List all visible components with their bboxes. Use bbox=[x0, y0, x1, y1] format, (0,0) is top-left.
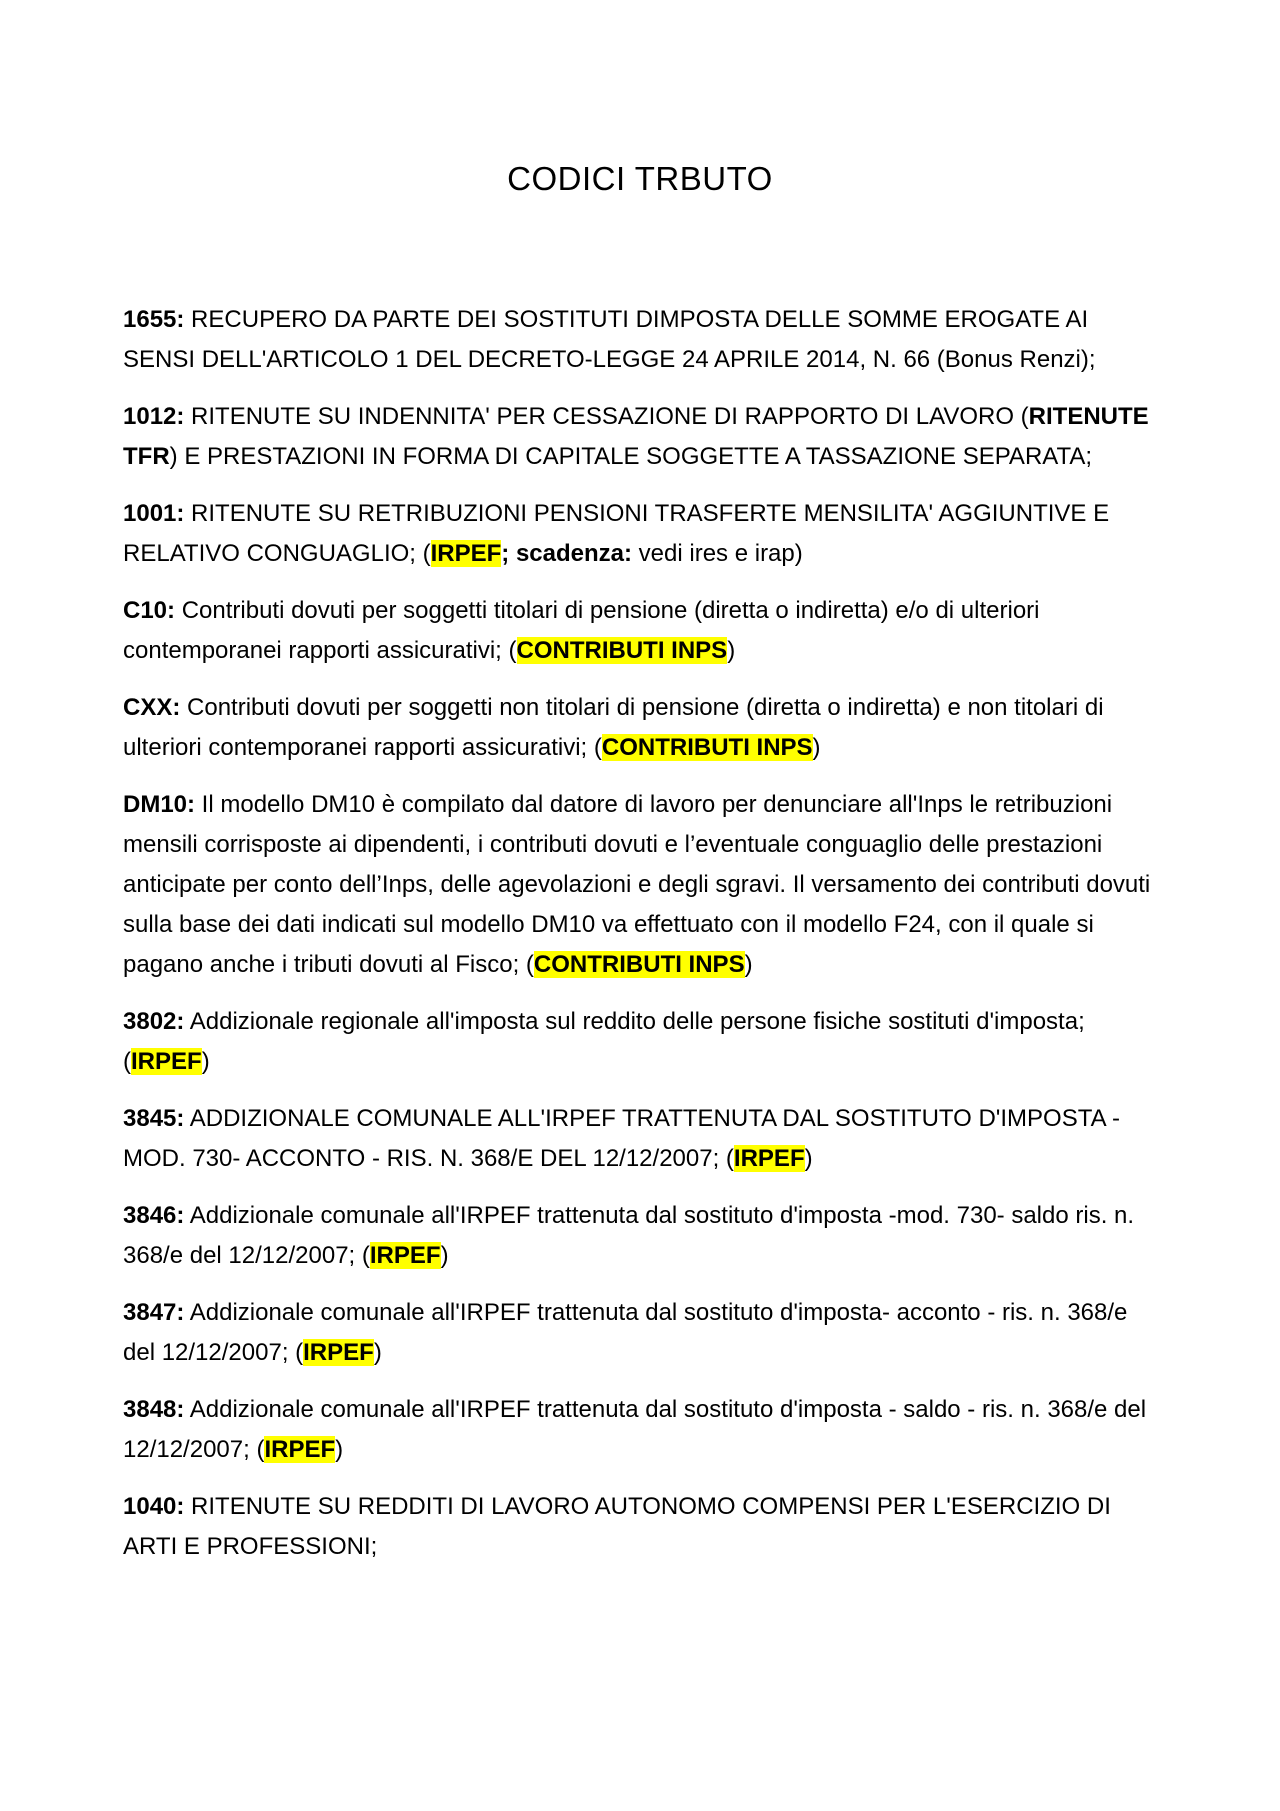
tax-code: 3848: bbox=[123, 1396, 185, 1423]
highlighted-tag: IRPEF bbox=[264, 1436, 336, 1463]
entry-description: Contributi dovuti per soggetti non titolari di pensione (diretta o indiretta) e non titolari di ulteriori contemporanei rapporti assicurativi; ( bbox=[123, 694, 1104, 761]
entry-1001 bbox=[123, 494, 1163, 574]
entry-description-end: ) bbox=[440, 1242, 449, 1269]
entry-description: Addizionale comunale all'IRPEF trattenuta dal sostituto d'imposta - saldo - ris. n. 368/e del 12/12/2007; ( bbox=[123, 1396, 1147, 1463]
tax-code-list bbox=[123, 300, 1163, 1584]
tax-code: 1655: bbox=[123, 306, 185, 333]
highlighted-tag: IRPEF bbox=[131, 1048, 202, 1075]
entry-description-end: vedi ires e irap) bbox=[632, 540, 803, 567]
entry-description: Addizionale regionale all'imposta sul reddito delle persone fisiche sostituti d'imposta; ( bbox=[123, 1008, 1085, 1075]
entry-description-end: ) bbox=[804, 1145, 813, 1172]
entry-description-end: ) E PRESTAZIONI IN FORMA DI CAPITALE SOGGETTE A TASSAZIONE SEPARATA; bbox=[169, 443, 1093, 470]
entry-3846 bbox=[123, 1196, 1163, 1276]
tax-code: DM10: bbox=[123, 791, 196, 818]
tax-code: C10: bbox=[123, 597, 176, 624]
entry-description: RECUPERO DA PARTE DEI SOSTITUTI DIMPOSTA DELLE SOMME EROGATE AI SENSI DELL'ARTICOLO 1 DEL DECRETO-LEGGE 24 APRILE 2014, N. 66 (Bonus Renzi); bbox=[123, 306, 1096, 373]
entry-dm10 bbox=[123, 785, 1163, 985]
highlighted-tag: IRPEF bbox=[369, 1242, 441, 1269]
entry-description: ADDIZIONALE COMUNALE ALL'IRPEF TRATTENUTA DAL SOSTITUTO D'IMPOSTA -MOD. 730- ACCONTO - RIS. N. 368/E DEL 12/12/2007; ( bbox=[123, 1105, 1120, 1172]
entry-description: Addizionale comunale all'IRPEF trattenuta dal sostituto d'imposta- acconto - ris. n. 368/e del 12/12/2007; ( bbox=[123, 1299, 1128, 1366]
highlighted-tag: CONTRIBUTI INPS bbox=[601, 734, 813, 761]
bold-term: RITENUTE TFR bbox=[123, 403, 1149, 470]
entry-description-end: ) bbox=[727, 637, 736, 664]
entry-3802 bbox=[123, 1002, 1163, 1082]
highlighted-tag: IRPEF bbox=[430, 540, 502, 567]
entry-1655 bbox=[123, 300, 1163, 380]
highlighted-tag: CONTRIBUTI INPS bbox=[533, 951, 745, 978]
entry-description-end: ) bbox=[812, 734, 821, 761]
tax-code: 1001: bbox=[123, 500, 185, 527]
entry-description: RITENUTE SU INDENNITA' PER CESSAZIONE DI RAPPORTO DI LAVORO ( bbox=[184, 403, 1029, 430]
document-title: CODICI TRBUTO bbox=[507, 160, 773, 197]
entry-description-end: ) bbox=[335, 1436, 344, 1463]
entry-1012 bbox=[123, 397, 1163, 477]
tax-code: 1012: bbox=[123, 403, 185, 430]
tax-code: 3847: bbox=[123, 1299, 185, 1326]
tax-code: CXX: bbox=[123, 694, 181, 721]
tax-code: 1040: bbox=[123, 1493, 185, 1520]
entry-c10 bbox=[123, 591, 1163, 671]
entry-description-end: ) bbox=[744, 951, 753, 978]
highlighted-tag: IRPEF bbox=[733, 1145, 805, 1172]
entry-description: RITENUTE SU RETRIBUZIONI PENSIONI TRASFERTE MENSILITA' AGGIUNTIVE E RELATIVO CONGUAGLIO; ( bbox=[123, 500, 1110, 567]
entry-1040 bbox=[123, 1487, 1163, 1567]
tax-code: 3846: bbox=[123, 1202, 185, 1229]
highlighted-tag: CONTRIBUTI INPS bbox=[516, 637, 728, 664]
tax-code: 3845: bbox=[123, 1105, 185, 1132]
tax-code: 3802: bbox=[123, 1008, 185, 1035]
entry-3847 bbox=[123, 1293, 1163, 1373]
entry-description: Addizionale comunale all'IRPEF trattenuta dal sostituto d'imposta -mod. 730- saldo ris. n. 368/e del 12/12/2007; ( bbox=[123, 1202, 1135, 1269]
entry-description: RITENUTE SU REDDITI DI LAVORO AUTONOMO COMPENSI PER L'ESERCIZIO DI ARTI E PROFESSIONI; bbox=[123, 1493, 1111, 1560]
entry-description-end: ) bbox=[201, 1048, 210, 1075]
entry-3848 bbox=[123, 1390, 1163, 1470]
entry-description: Il modello DM10 è compilato dal datore di lavoro per denunciare all'Inps le retribuzioni mensili corrisposte ai dipendenti, i contributi dovuti e l’eventuale conguaglio delle prestazioni anticipate per conto dell’Inps, delle agevolazioni e degli sgravi. Il versamento dei contributi dovuti sulla base dei dati indicati sul modello DM10 va effettuato con il modello F24, con il quale si pagano anche i tributi dovuti al Fisco; ( bbox=[123, 791, 1151, 978]
entry-3845 bbox=[123, 1099, 1163, 1179]
bold-term: ; scadenza: bbox=[501, 540, 633, 567]
entry-description-end: ) bbox=[373, 1339, 382, 1366]
highlighted-tag: IRPEF bbox=[303, 1339, 374, 1366]
entry-description: Contributi dovuti per soggetti titolari di pensione (diretta o indiretta) e/o di ulteriori contemporanei rapporti assicurativi; ( bbox=[123, 597, 1040, 664]
entry-cxx bbox=[123, 688, 1163, 768]
